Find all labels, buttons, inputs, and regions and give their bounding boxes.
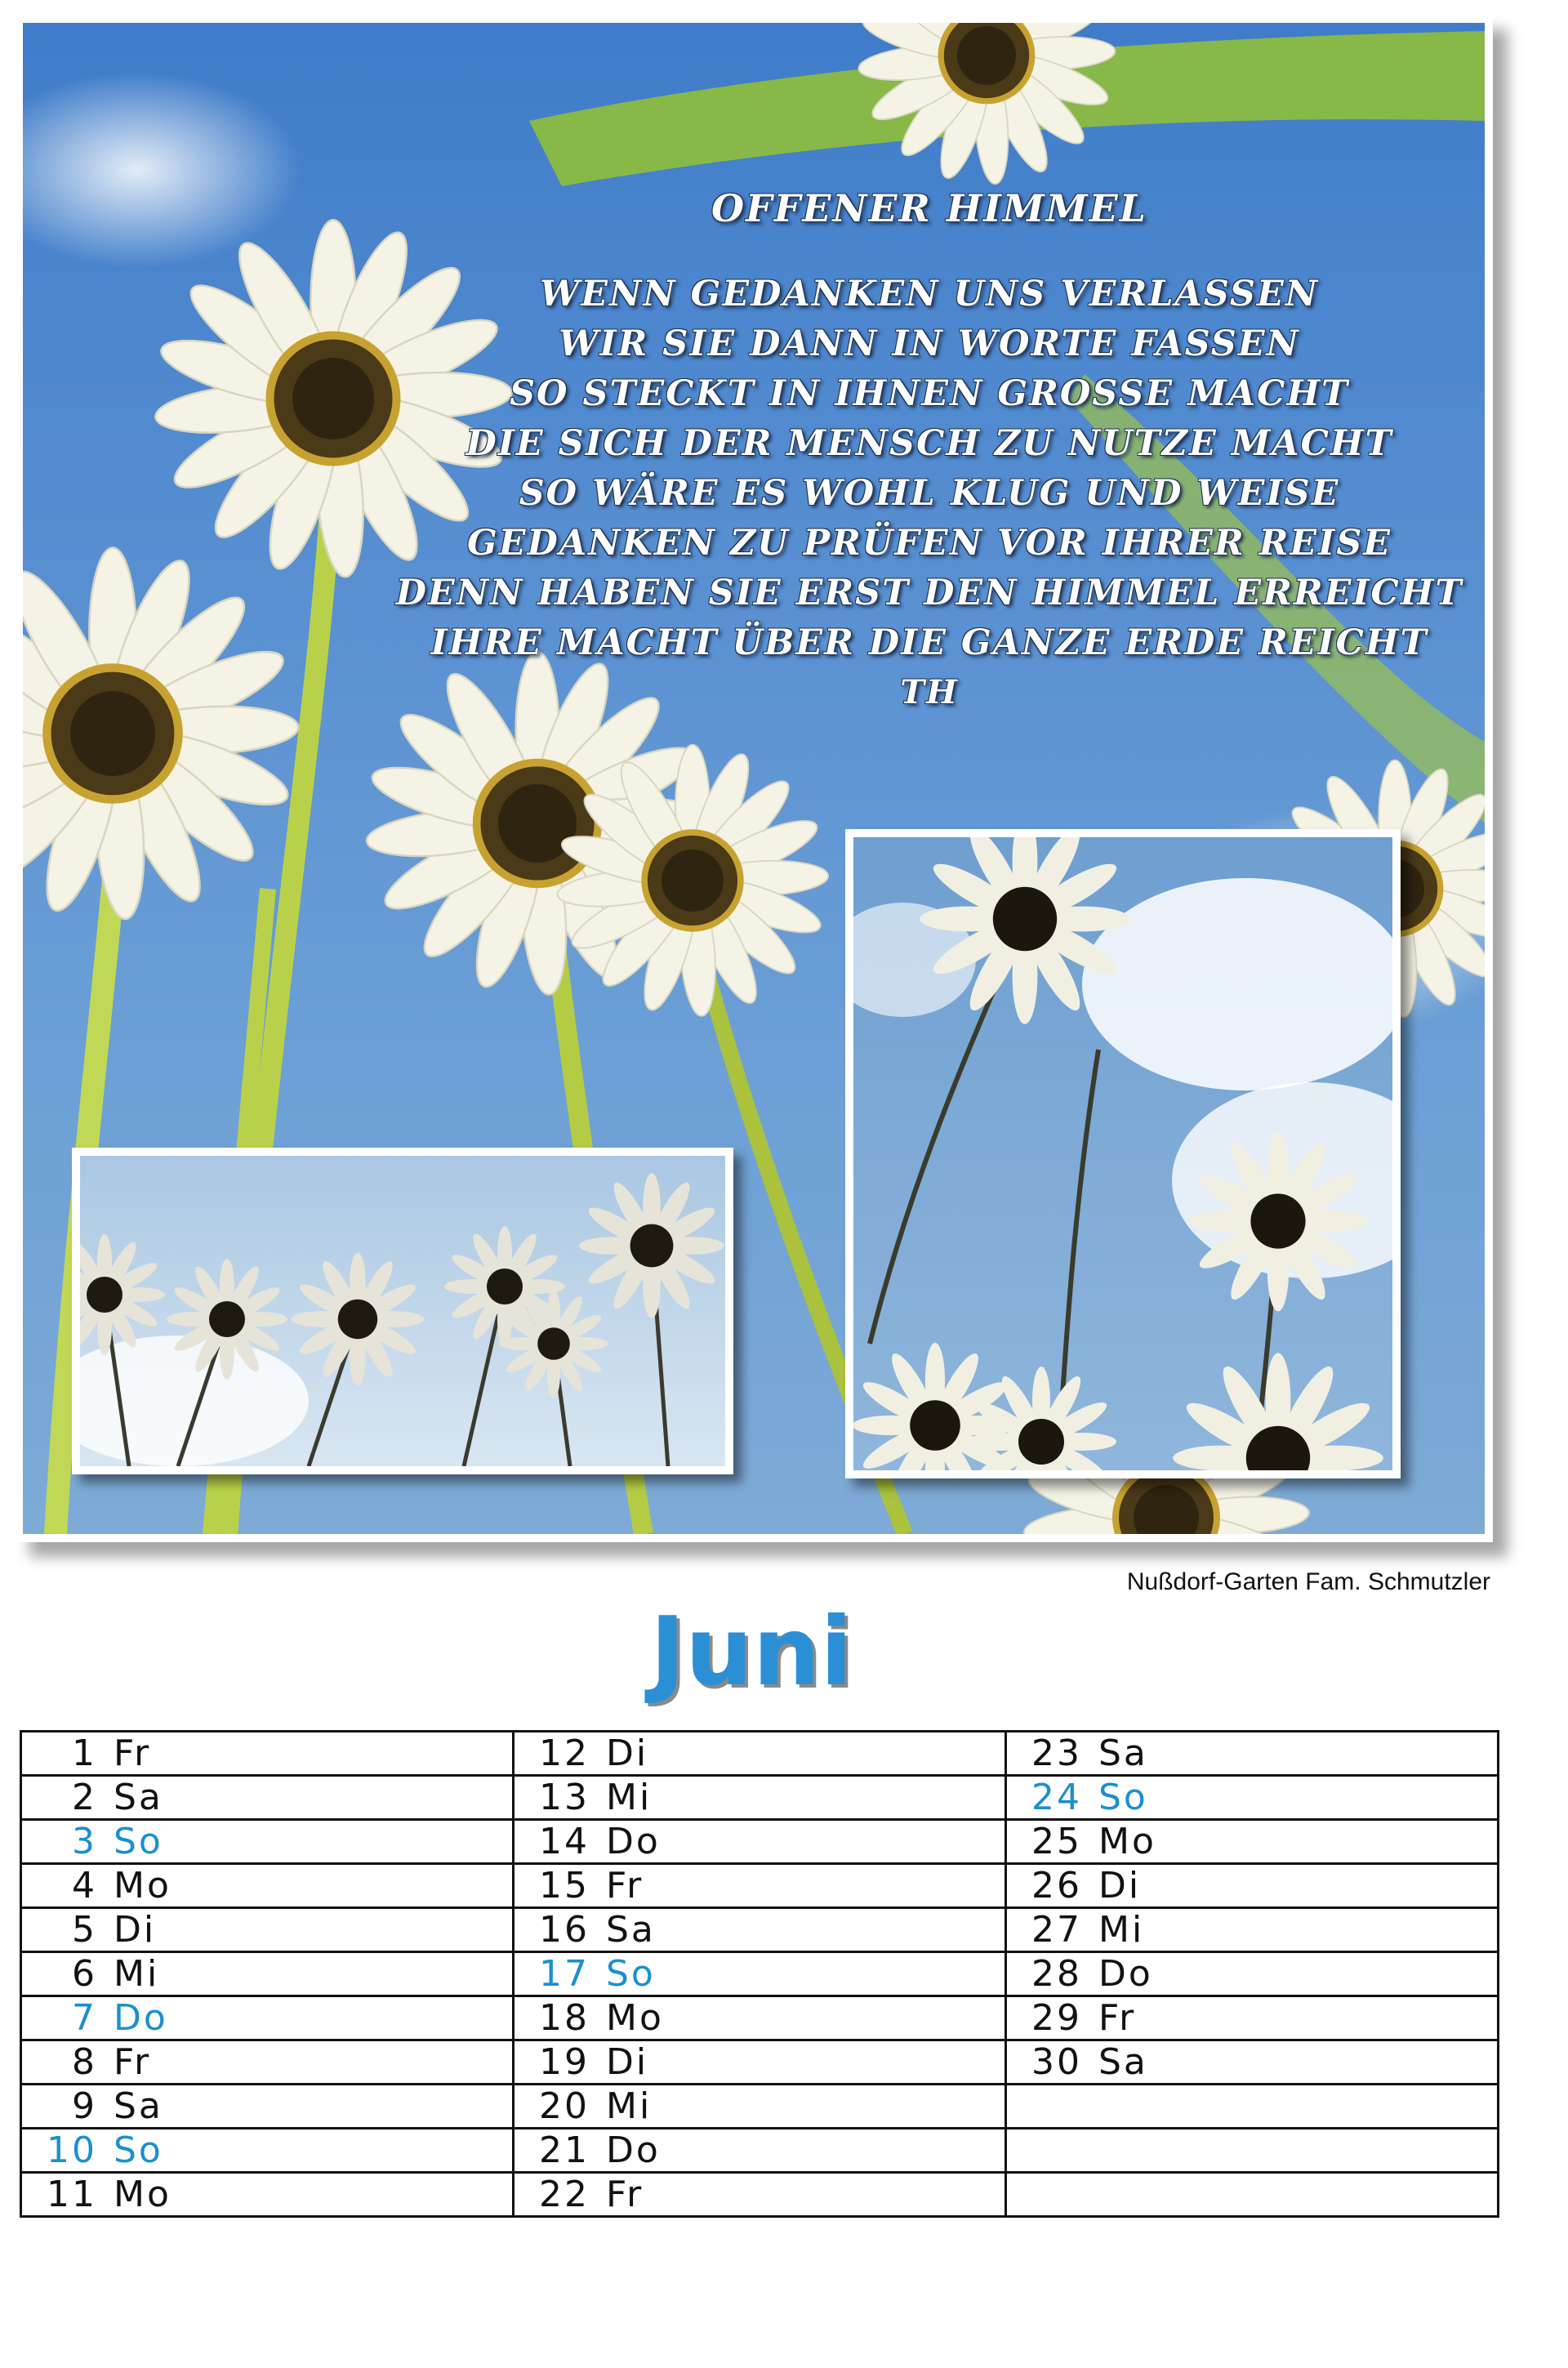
day-number: 26 (1031, 1865, 1082, 1906)
calendar-day-cell (21, 1776, 514, 1820)
calendar-day-cell (514, 2173, 1006, 2217)
calendar-row (21, 1776, 1499, 1820)
calendar-row (21, 1996, 1499, 2040)
poem-line: WENN GEDANKEN UNS VERLASSEN (539, 274, 1320, 314)
weekday-label: So (606, 1953, 656, 1995)
day-number: 16 (539, 1909, 590, 1951)
day-number: 17 (539, 1953, 590, 1995)
weekday-label: Mo (114, 2174, 172, 2215)
weekday-label: So (114, 2129, 163, 2171)
weekday-label: Mo (1098, 1821, 1156, 1862)
month-title: Juni (649, 1597, 853, 1707)
poem-line: GEDANKEN ZU PRÜFEN VOR IHRER REISE (466, 523, 1392, 564)
calendar-day-cell (1006, 2129, 1499, 2173)
inset-photo-daisies-landscape (72, 1148, 733, 1474)
calendar-day-cell (514, 1864, 1006, 1908)
inset-photo-daisies-portrait (845, 829, 1401, 1478)
day-number: 18 (539, 1997, 590, 2039)
poem-line: WIR SIE DANN IN WORTE FASSEN (559, 323, 1300, 364)
day-number: 27 (1031, 1909, 1082, 1951)
weekday-label: Sa (1098, 2041, 1148, 2083)
calendar-day-cell (514, 1952, 1006, 1996)
day-number: 11 (47, 2174, 97, 2215)
poem-line: DENN HABEN SIE ERST DEN HIMMEL ERREICHT (395, 573, 1463, 613)
calendar-day-cell (21, 1732, 514, 1776)
day-number: 30 (1031, 2041, 1082, 2083)
weekday-label: Di (606, 2041, 649, 2083)
weekday-label: Mi (606, 2085, 653, 2127)
poem (366, 186, 1485, 717)
calendar-row (21, 1820, 1499, 1864)
weekday-label: Di (1098, 1865, 1142, 1906)
weekday-label: Fr (114, 1733, 152, 1774)
weekday-label: So (1098, 1777, 1148, 1818)
calendar-day-cell (21, 1908, 514, 1952)
poem-line: IHRE MACHT ÜBER DIE GANZE ERDE REICHT (430, 622, 1428, 663)
day-number: 6 (72, 1953, 97, 1995)
weekday-label: Sa (114, 1777, 163, 1818)
calendar-day-cell (1006, 2040, 1499, 2085)
calendar-day-cell (514, 1996, 1006, 2040)
calendar-day-cell (21, 2040, 514, 2085)
poem-title: OFFENER HIMMEL (710, 186, 1148, 230)
weekday-label: Do (114, 1997, 168, 2039)
day-number: 5 (72, 1909, 97, 1951)
weekday-label: Di (606, 1733, 649, 1774)
day-number: 21 (539, 2129, 590, 2171)
calendar-day-cell (21, 2085, 514, 2129)
calendar-row (21, 2173, 1499, 2217)
calendar-row (21, 1908, 1499, 1952)
day-number: 28 (1031, 1953, 1082, 1995)
calendar-day-cell (1006, 1996, 1499, 2040)
day-number: 3 (72, 1821, 97, 1862)
calendar-day-cell (1006, 1864, 1499, 1908)
calendar-day-cell (21, 1820, 514, 1864)
day-number: 24 (1031, 1777, 1082, 1818)
calendar-day-cell (1006, 1820, 1499, 1864)
day-number: 7 (72, 1997, 97, 2039)
calendar-day-cell (514, 1732, 1006, 1776)
poem-line: SO STECKT IN IHNEN GROSSE MACHT (510, 373, 1349, 414)
poem-author: TH (900, 673, 959, 711)
day-number: 2 (72, 1777, 97, 1818)
day-number: 4 (72, 1865, 97, 1906)
calendar-day-cell (514, 1776, 1006, 1820)
calendar-day-cell (514, 2085, 1006, 2129)
weekday-label: Mi (114, 1953, 160, 1995)
day-number: 13 (539, 1777, 590, 1818)
day-number: 15 (539, 1865, 590, 1906)
calendar-day-cell (514, 1908, 1006, 1952)
calendar-day-cell (1006, 2085, 1499, 2129)
calendar-row (21, 1952, 1499, 1996)
weekday-label: Sa (1098, 1733, 1148, 1774)
calendar-table (20, 1730, 1499, 2218)
calendar-row (21, 2129, 1499, 2173)
day-number: 9 (72, 2085, 97, 2127)
calendar-row (21, 1864, 1499, 1908)
calendar-day-cell (514, 1820, 1006, 1864)
day-number: 10 (47, 2129, 97, 2171)
day-number: 8 (72, 2041, 97, 2083)
calendar-row (21, 2040, 1499, 2085)
calendar-day-cell (1006, 1908, 1499, 1952)
day-number: 1 (72, 1733, 97, 1774)
weekday-label: Sa (606, 1909, 656, 1951)
calendar-day-cell (514, 2129, 1006, 2173)
day-number: 20 (539, 2085, 590, 2127)
weekday-label: Di (114, 1909, 157, 1951)
calendar-day-cell (514, 2040, 1006, 2085)
weekday-label: So (114, 1821, 163, 1862)
day-number: 22 (539, 2174, 590, 2215)
weekday-label: Fr (114, 2041, 152, 2083)
calendar-day-cell (1006, 1776, 1499, 1820)
day-number: 14 (539, 1821, 590, 1862)
weekday-label: Mo (606, 1997, 664, 2039)
day-number: 19 (539, 2041, 590, 2083)
weekday-label: Mi (606, 1777, 653, 1818)
day-number: 12 (539, 1733, 590, 1774)
calendar-day-cell (21, 2129, 514, 2173)
calendar-day-cell (1006, 2173, 1499, 2217)
calendar-row (21, 2085, 1499, 2129)
day-number: 29 (1031, 1997, 1082, 2039)
photo-credit: Nußdorf-Garten Fam. Schmutzler (1126, 1568, 1490, 1595)
poem-line: SO WÄRE ES WOHL KLUG UND WEISE (519, 473, 1340, 514)
calendar-day-cell (21, 1952, 514, 1996)
weekday-label: Mi (1098, 1909, 1145, 1951)
calendar-day-cell (21, 2173, 514, 2217)
calendar-day-cell (1006, 1952, 1499, 1996)
calendar-day-cell (21, 1864, 514, 1908)
calendar-day-cell (1006, 1732, 1499, 1776)
weekday-label: Mo (114, 1865, 172, 1906)
weekday-label: Do (606, 1821, 661, 1862)
weekday-label: Fr (1098, 1997, 1137, 2039)
poem-line: DIE SICH DER MENSCH ZU NUTZE MACHT (466, 423, 1393, 464)
weekday-label: Do (1098, 1953, 1153, 1995)
calendar-row (21, 1732, 1499, 1776)
calendar-day-cell (21, 1996, 514, 2040)
weekday-label: Sa (114, 2085, 163, 2127)
weekday-label: Fr (606, 1865, 644, 1906)
day-number: 23 (1031, 1733, 1082, 1774)
day-number: 25 (1031, 1821, 1082, 1862)
weekday-label: Do (606, 2129, 661, 2171)
weekday-label: Fr (606, 2174, 644, 2215)
